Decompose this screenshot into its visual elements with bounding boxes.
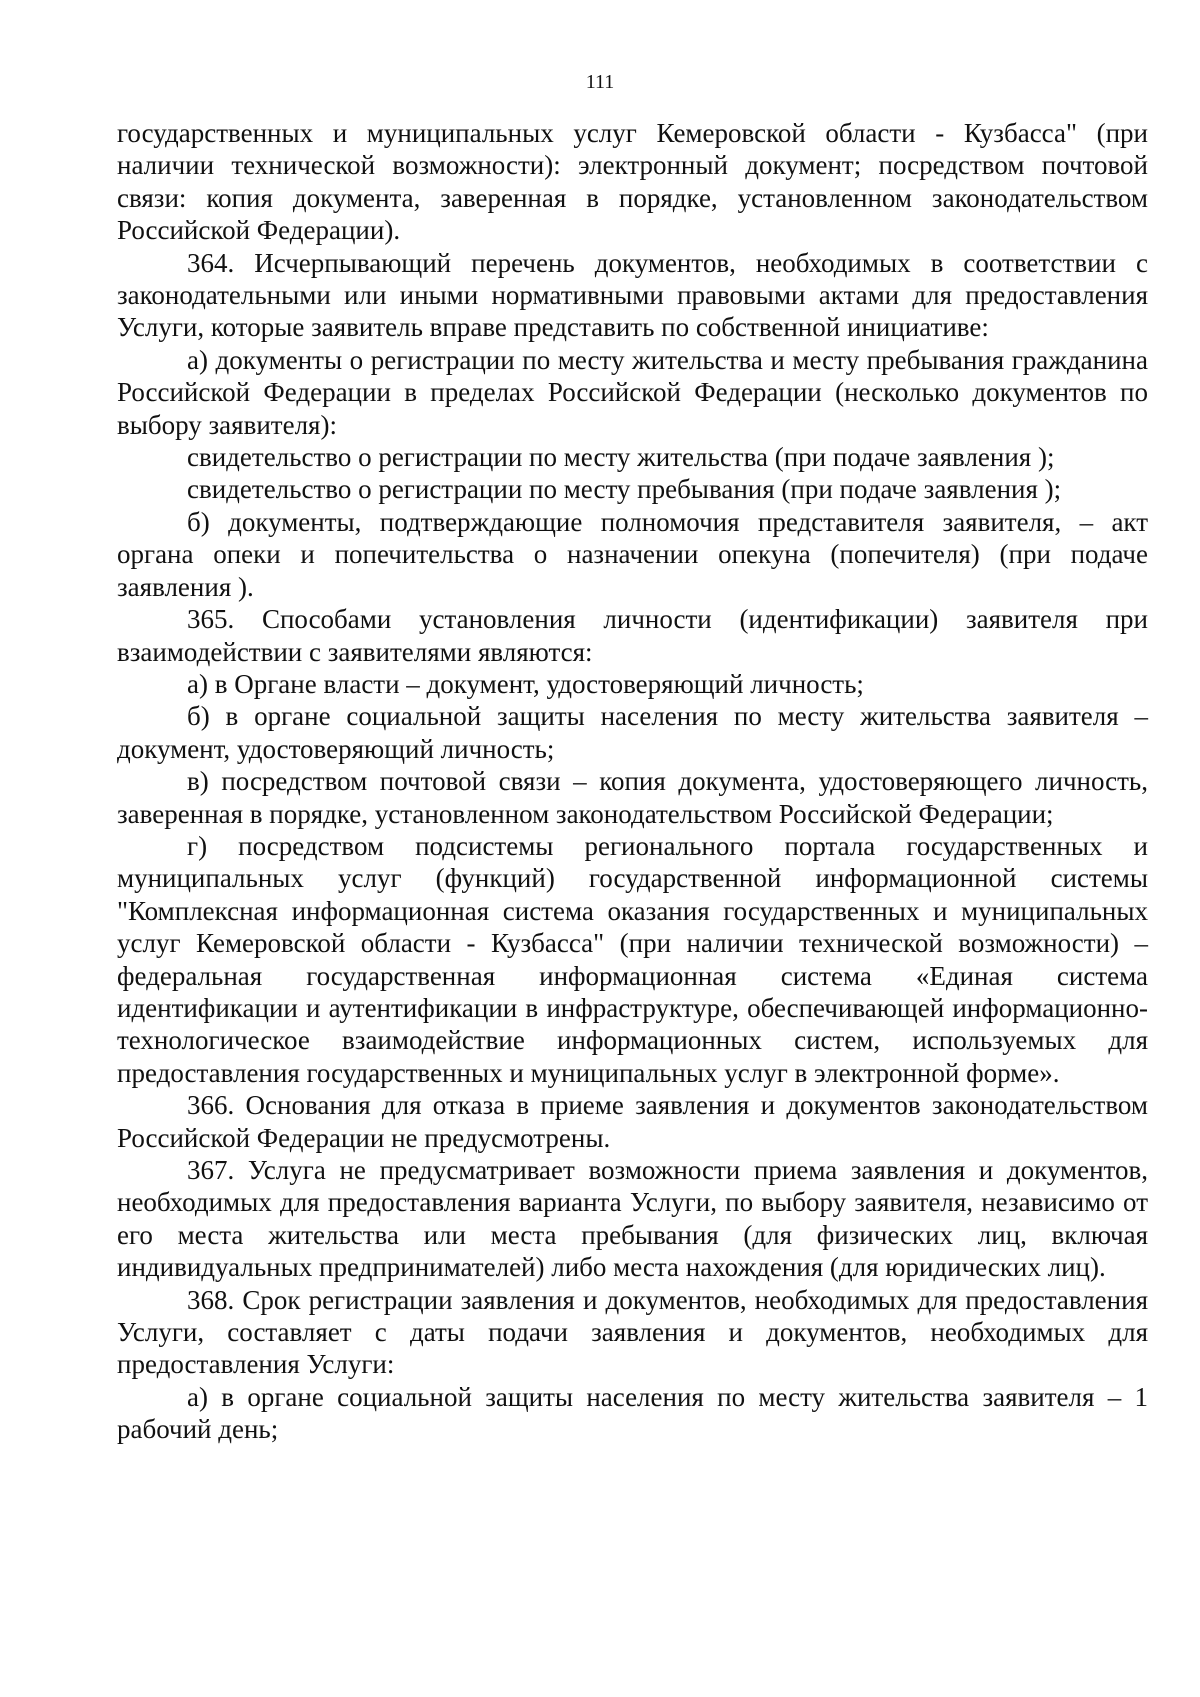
- paragraph: в) посредством почтовой связи – копия документа, удостоверяющего личность, заверенная в порядке, установленном законодательством Российской Федерации;: [117, 766, 1148, 829]
- paragraph: 368. Срок регистрации заявления и документов, необходимых для предоставления Услуги, составляет с даты подачи заявления и документов, необходимых для предоставления Услуги:: [117, 1284, 1148, 1380]
- paragraph: б) в органе социальной защиты населения по месту жительства заявителя – документ, удостоверяющий личность;: [117, 701, 1148, 764]
- paragraph: г) посредством подсистемы регионального портала государственных и муниципальных услуг (функций) государственной информационной системы "Комплексная информационная система оказания государственных и муниципальных услуг Кемеровской области - Кузбасса" (при наличии технической возможности) – федеральная государственная информационная система «Единая система идентификации и аутентификации в инфраструктуре, обеспечивающей информационно-технологическое взаимодействие информационных систем, используемых для предоставления государственных и муниципальных услуг в электронной форме».: [117, 830, 1148, 1088]
- page-number: 111: [585, 71, 615, 93]
- paragraph: б) документы, подтверждающие полномочия представителя заявителя, – акт органа опеки и попечительства о назначении опекуна (попечителя) (при подаче заявления ).: [117, 506, 1148, 602]
- paragraph: свидетельство о регистрации по месту пребывания (при подаче заявления );: [187, 474, 1062, 505]
- paragraph: 367. Услуга не предусматривает возможности приема заявления и документов, необходимых для предоставления варианта Услуги, по выбору заявителя, независимо от его места жительства или места пребывания (для физических лиц, включая индивидуальных предпринимателей) либо места нахождения (для юридических лиц).: [117, 1155, 1148, 1283]
- paragraph: а) документы о регистрации по месту жительства и месту пребывания гражданина Российской Федерации в пределах Российской Федерации (несколько документов по выбору заявителя):: [117, 344, 1148, 440]
- paragraph: 364. Исчерпывающий перечень документов, необходимых в соответствии с законодательными или иными нормативными правовыми актами для предоставления Услуги, которые заявитель вправе представить по собственной инициативе:: [117, 247, 1148, 343]
- paragraph: а) в органе социальной защиты населения по месту жительства заявителя – 1 рабочий день;: [117, 1381, 1148, 1445]
- paragraph: 365. Способами установления личности (идентификации) заявителя при взаимодействии с заявителями являются:: [117, 604, 1148, 667]
- paragraph: 366. Основания для отказа в приеме заявления и документов законодательством Российской Федерации не предусмотрены.: [117, 1090, 1148, 1153]
- document-body: [117, 117, 1148, 1446]
- paragraph: государственных и муниципальных услуг Кемеровской области - Кузбасса" (при наличии технической возможности): электронный документ; посредством почтовой связи: копия документа, заверенная в порядке, установленном законодательством Российской Федерации).: [117, 118, 1148, 246]
- paragraph: свидетельство о регистрации по месту жительства (при подаче заявления );: [187, 442, 1055, 473]
- paragraph: а) в Органе власти – документ, удостоверяющий личность;: [187, 668, 864, 699]
